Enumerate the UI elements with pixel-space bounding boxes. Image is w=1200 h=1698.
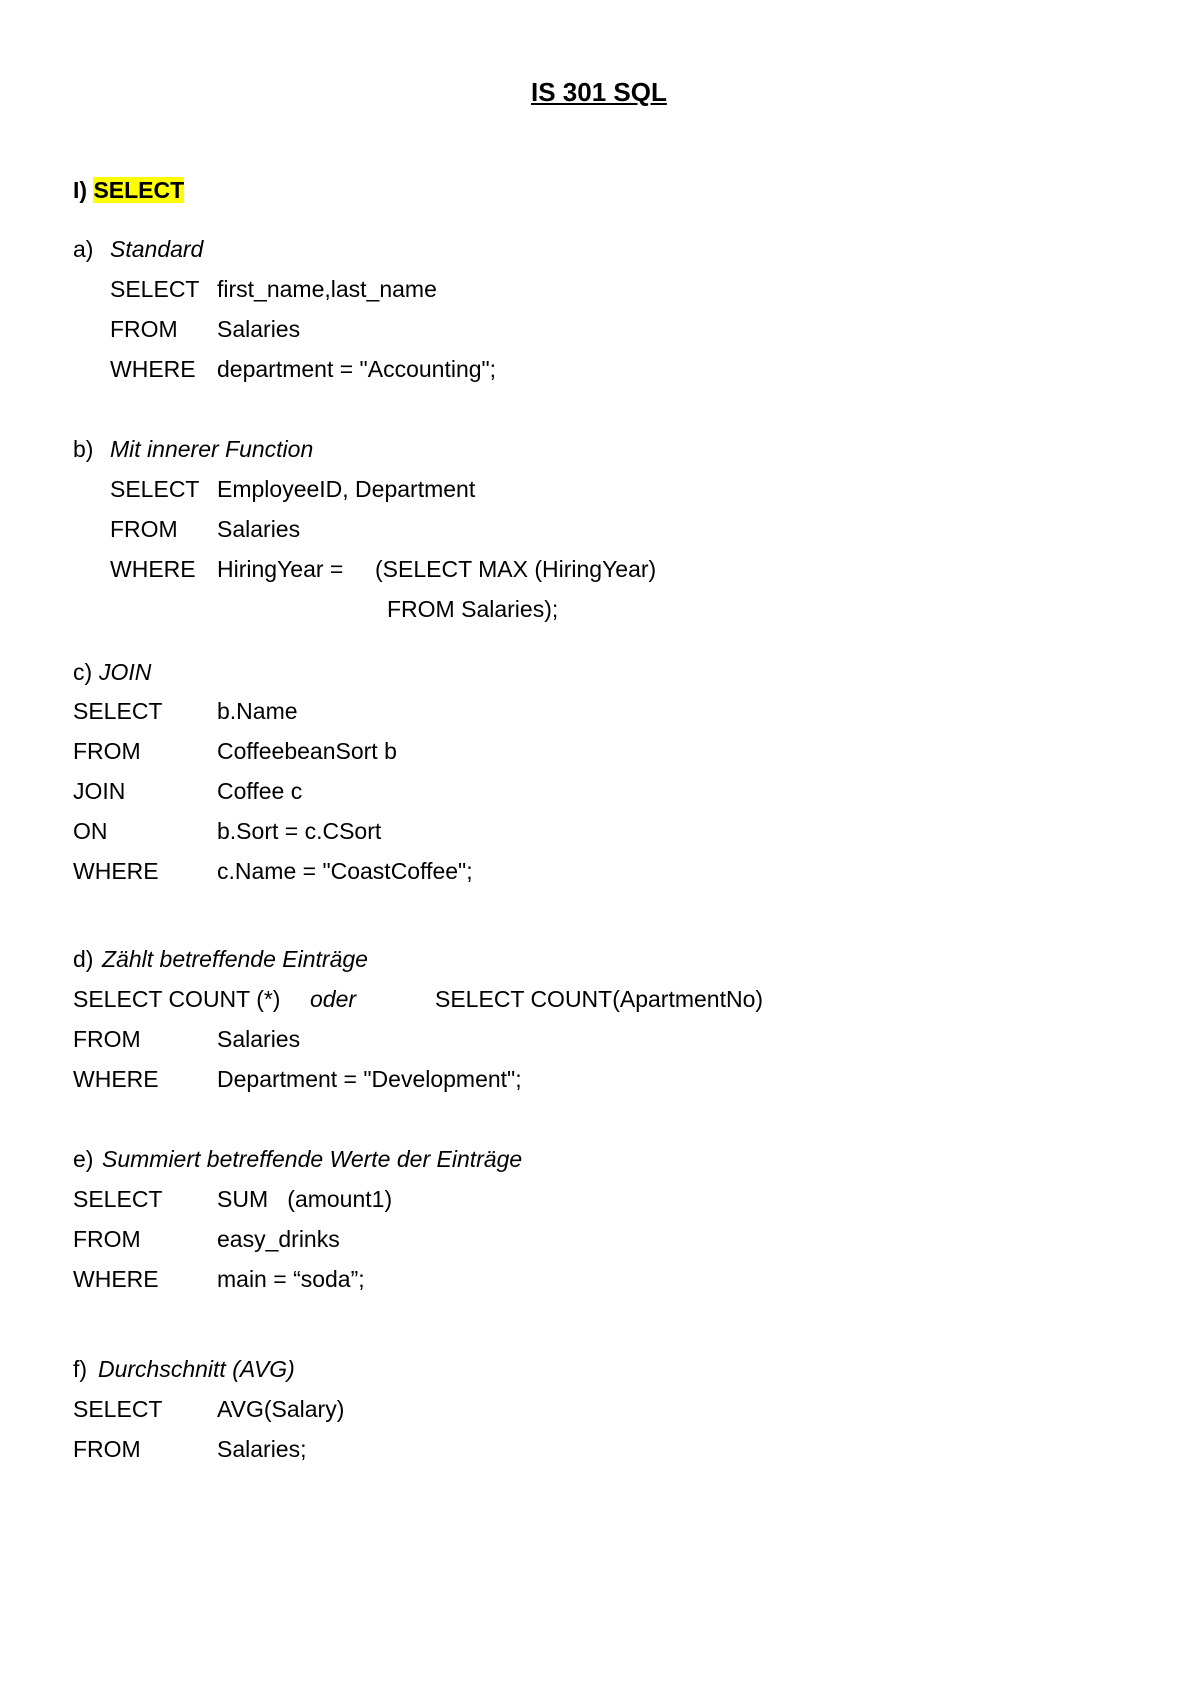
keyword: FROM (73, 1226, 141, 1252)
section-prefix: I) (73, 177, 88, 203)
subsection-f-title: Durchschnitt (AVG) (98, 1356, 295, 1382)
clause: Department = "Development"; (217, 1066, 522, 1092)
subsection-b-marker: b) (73, 436, 94, 462)
keyword: SELECT (73, 1186, 163, 1212)
subsection-b-title: Mit innerer Function (110, 436, 314, 462)
clause: first_name,last_name (217, 276, 437, 302)
subsection-c-title: JOIN (99, 659, 152, 685)
keyword: SELECT (110, 476, 200, 502)
clause: AVG(Salary) (217, 1396, 345, 1422)
keyword: ON (73, 818, 108, 844)
subsection-a-marker: a) (73, 236, 94, 262)
clause: b.Name (217, 698, 298, 724)
subsection-c-marker: c) (73, 659, 93, 685)
subsection-a-title: Standard (110, 236, 204, 262)
clause: Salaries (217, 516, 301, 542)
subsection-f-marker: f) (73, 1356, 88, 1382)
clause: EmployeeID, Department (217, 476, 476, 502)
section-label-highlighted: SELECT (93, 177, 185, 203)
keyword: WHERE (73, 1066, 159, 1092)
keyword: FROM (110, 316, 178, 342)
clause: Salaries; (217, 1436, 307, 1462)
clause: c.Name = "CoastCoffee"; (217, 858, 473, 884)
keyword: FROM (73, 1436, 141, 1462)
section-heading (73, 176, 184, 204)
subquery-line-1: (SELECT MAX (HiringYear) (375, 556, 657, 582)
keyword: SELECT (110, 276, 200, 302)
keyword: SELECT (73, 698, 163, 724)
keyword: FROM (110, 516, 178, 542)
keyword: WHERE (110, 556, 196, 582)
clause: HiringYear = (217, 556, 344, 582)
keyword: FROM (73, 738, 141, 764)
clause: department = "Accounting"; (217, 356, 497, 382)
subsection-d-title: Zählt betreffende Einträge (102, 946, 368, 972)
keyword: WHERE (110, 356, 196, 382)
clause: b.Sort = c.CSort (217, 818, 382, 844)
keyword: JOIN (73, 778, 126, 804)
subsection-d-marker: d) (73, 946, 94, 972)
clause: easy_drinks (217, 1226, 340, 1252)
oder-label: oder (310, 986, 357, 1012)
count-query-a: SELECT COUNT (*) (73, 986, 281, 1012)
subsection-e-marker: e) (73, 1146, 94, 1172)
subquery-line-2: FROM Salaries); (387, 596, 559, 622)
clause: main = “soda”; (217, 1266, 365, 1292)
keyword: SELECT (73, 1396, 163, 1422)
keyword: WHERE (73, 858, 159, 884)
clause: Salaries (217, 1026, 301, 1052)
keyword: WHERE (73, 1266, 159, 1292)
clause: SUM (amount1) (217, 1186, 393, 1212)
page-title: IS 301 SQL (531, 77, 667, 107)
clause: CoffeebeanSort b (217, 738, 397, 764)
subsection-e-title: Summiert betreffende Werte der Einträge (102, 1146, 523, 1172)
keyword: FROM (73, 1026, 141, 1052)
clause: Salaries (217, 316, 301, 342)
count-query-b: SELECT COUNT(ApartmentNo) (435, 986, 764, 1012)
clause: Coffee c (217, 778, 303, 804)
